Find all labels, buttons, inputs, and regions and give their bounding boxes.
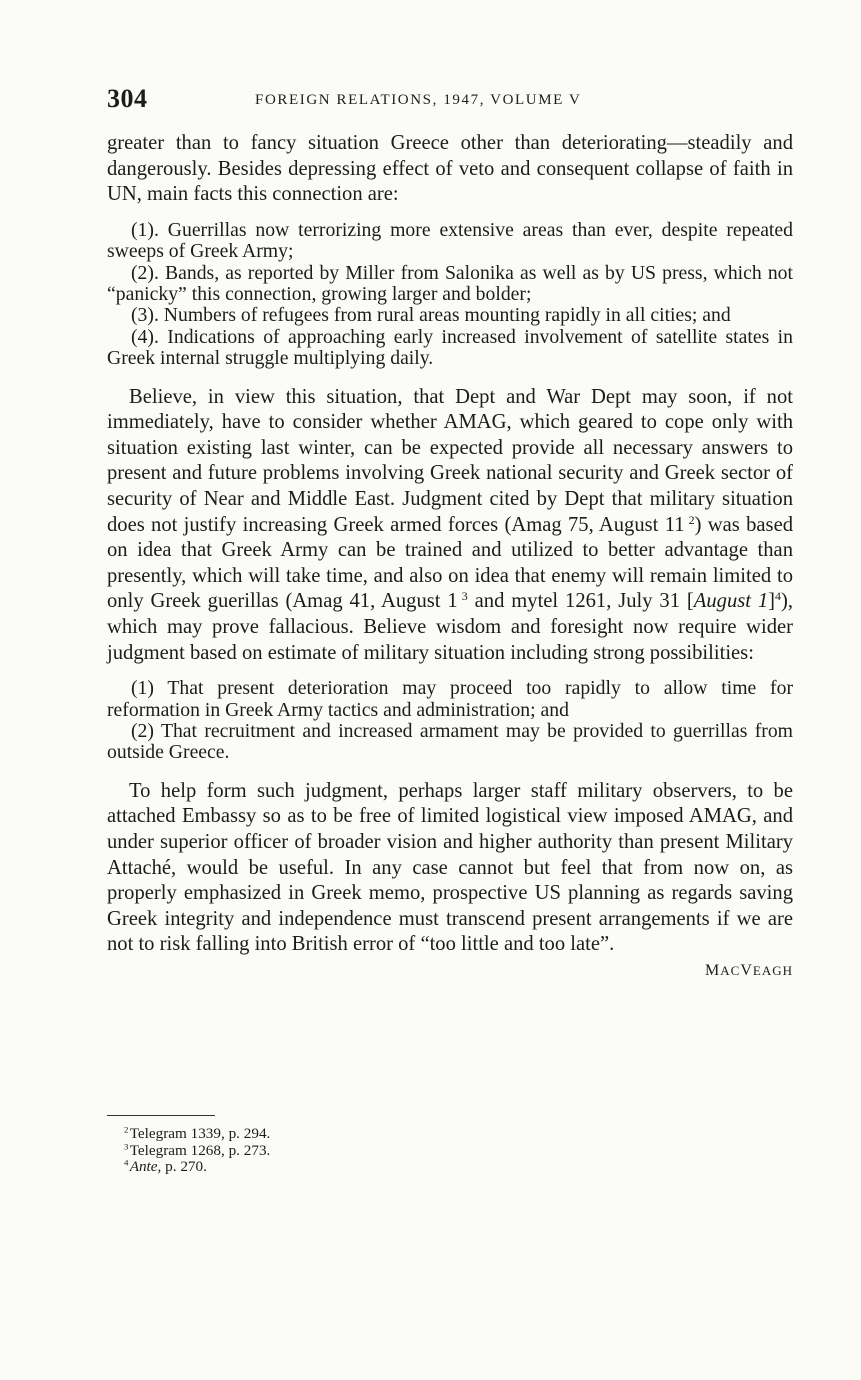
footnote-text-3: Telegram 1268, p. 273.	[129, 1141, 271, 1159]
footnote-2	[124, 1126, 624, 1143]
bracket-italic-date: August 1	[693, 590, 769, 613]
facts-list	[107, 220, 793, 370]
possibilities-list	[107, 678, 793, 764]
judgment-text-4: ]	[768, 590, 776, 613]
signature-eagh: EAGH	[752, 962, 793, 978]
fact-item-1: (1). Guerrillas now terrorizing more extensive areas than ever, despite repeated sweeps of Greek Army;	[107, 218, 793, 263]
footnote-4	[124, 1159, 624, 1176]
judgment-text-2: ) was based on idea that Greek Army can be trained and utilized to better advantage than presently, which will take time, and also on idea that enemy will remain limited to only Greek guerillas (Amag 41, August 1	[107, 513, 794, 613]
running-head: FOREIGN RELATIONS, 1947, VOLUME V	[255, 92, 582, 108]
footnotes	[124, 1126, 624, 1176]
judgment-paragraph	[107, 385, 793, 667]
signature-ac: AC	[720, 962, 741, 978]
footnote-ref-3: 3	[461, 589, 468, 604]
fact-item-4: (4). Indications of approaching early increased involvement of satellite states in Greek internal struggle multiplying daily.	[107, 325, 793, 370]
document-body	[107, 131, 793, 982]
footnote-num-4: 4	[124, 1157, 129, 1168]
page-header	[107, 84, 793, 120]
footnote-num-2: 2	[124, 1124, 129, 1135]
signature	[107, 960, 793, 982]
possibility-item-2: (2) That recruitment and increased armament may be provided to guerrillas from outside Greece.	[107, 719, 793, 764]
footnote-text-4: , p. 270.	[157, 1158, 207, 1176]
footnote-ref-4: 4	[775, 589, 781, 604]
signature-m: M	[705, 961, 721, 979]
footnote-num-3: 3	[124, 1141, 129, 1152]
closing-paragraph: To help form such judgment, perhaps larger staff military observers, to be attached Embassy so as to be free of limited logistical view imposed AMAG, and under superior officer of broader vision and higher authority than present Military Attaché, would be useful. In any case cannot but feel that from now on, as properly emphasized in Greek memo, prospective US planning as regards saving Greek integrity and independence must transcend present arrangements if we are not to risk falling into British error of “too little and too late”.	[107, 779, 793, 956]
footnote-3	[124, 1143, 624, 1160]
judgment-text-1: Believe, in view this situation, that Dept and War Dept may soon, if not immediately, have to consider whether AMAG, which geared to cope only with situation existing last winter, can be expected provide all necessary answers to present and future problems involving Greek national security and Greek sector of security of Near and Middle East. Judgment cited by Dept that military situation does not justify increasing Greek armed forces (Amag 75, August 11	[107, 385, 793, 536]
footnote-italic-4: Ante	[129, 1158, 158, 1176]
footnote-ref-2: 2	[688, 512, 695, 527]
judgment-text-3: and mytel 1261, July 31 [	[467, 590, 694, 613]
footnote-text-2: Telegram 1339, p. 294.	[129, 1125, 271, 1142]
page-number: 304	[107, 84, 148, 113]
footnote-divider	[107, 1115, 215, 1116]
fact-item-3: (3). Numbers of refugees from rural areas mounting rapidly in all cities; and	[131, 304, 731, 327]
signature-v: V	[740, 961, 753, 979]
fact-item-2: (2). Bands, as reported by Miller from Salonika as well as by US press, which not “panicky” this connection, growing larger and bolder;	[107, 261, 793, 305]
intro-paragraph: greater than to fancy situation Greece other than deteriorating—steadily and dangerously. Besides depressing effect of veto and consequent collapse of faith in UN, main facts this connection are:	[107, 132, 793, 206]
possibility-item-1: (1) That present deterioration may proceed too rapidly to allow time for reformation in Greek Army tactics and administration; and	[107, 677, 793, 721]
judgment-text-5: ), which may prove fallacious. Believe wisdom and foresight now require wider judgment based on estimate of military situation including strong possibilities:	[107, 590, 793, 664]
